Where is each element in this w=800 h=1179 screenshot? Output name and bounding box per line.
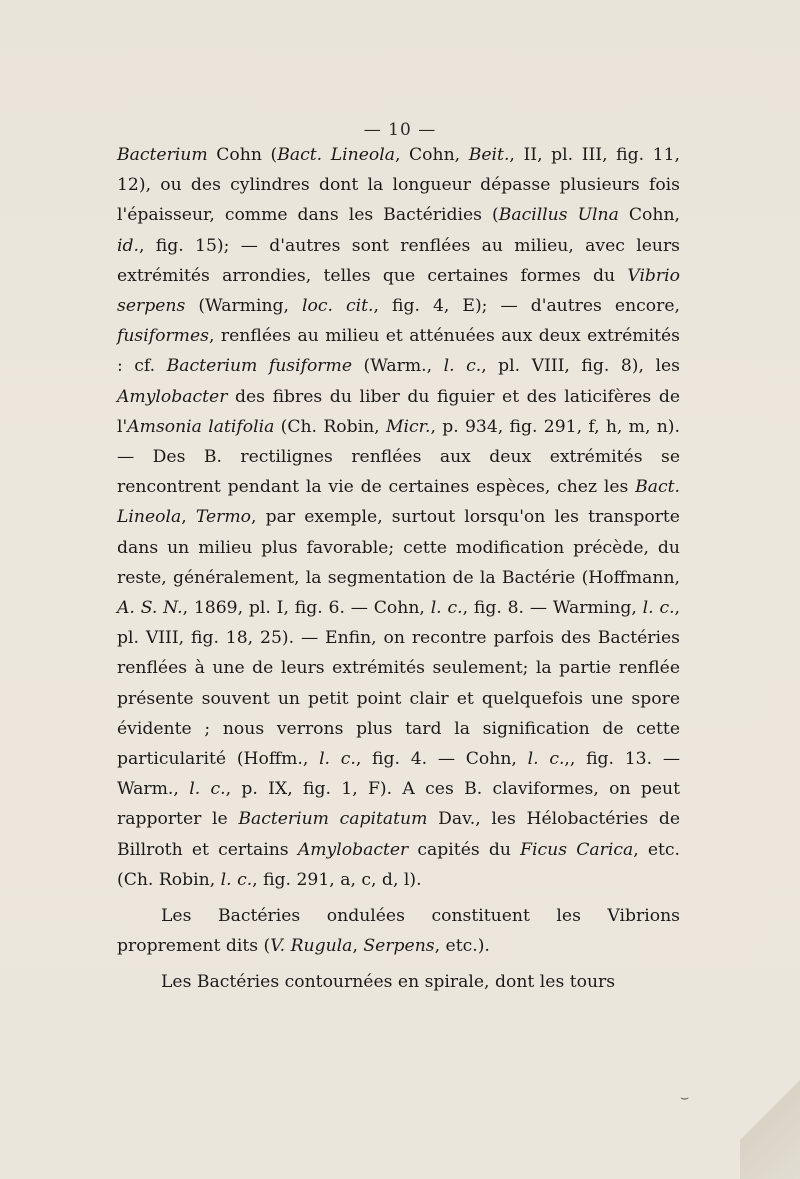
- text-run: Cohn (: [207, 145, 278, 165]
- text-run: (Warm.,: [352, 356, 444, 377]
- italic-text: Serpens: [363, 936, 435, 957]
- italic-text: V. Rugula: [270, 936, 353, 957]
- text-run: ,: [352, 936, 364, 957]
- italic-text: Vibrio serpens: [117, 265, 680, 317]
- text-run: , 1869, pl. I, fig. 6. — Cohn,: [182, 598, 431, 619]
- italic-text: Amylobacter: [117, 386, 228, 407]
- italic-text: loc. cit.: [302, 296, 374, 317]
- text-run: des fibres du liber du figuier et des laticifères de l': [117, 386, 680, 437]
- page-number: — 10 —: [363, 120, 437, 140]
- paragraph: [117, 901, 680, 961]
- text-run: , II, pl. III, fig. 11, 12), ou des cylindres dont la longueur dépasse plusieurs fois l'épaisseur, comme dans les Bactéridies (: [117, 145, 680, 226]
- italic-text: Bact. Lineola: [277, 145, 395, 165]
- italic-text: l. c.: [642, 598, 675, 619]
- italic-text: Bacillus Ulna: [498, 205, 619, 226]
- italic-text: l. c.: [189, 779, 226, 800]
- italic-text: Amsonia latifolia: [127, 416, 275, 437]
- text-run: (Ch. Robin,: [274, 416, 386, 437]
- text-run: (Warming,: [185, 296, 303, 317]
- italic-text: l. c.: [443, 356, 482, 377]
- italic-text: Beit.: [468, 145, 510, 165]
- text-run: ,, fig. 13. — Warm.,: [117, 749, 681, 800]
- text-run: , fig. 4. — Cohn,: [355, 749, 528, 770]
- italic-text: Termo: [195, 507, 252, 528]
- text-run: , fig. 291, a, c, d, l).: [252, 869, 422, 890]
- text-run: ,: [181, 507, 196, 528]
- text-run: , p. IX, fig. 1, F). A ces B. claviformes, on peut rapporter le: [117, 779, 681, 830]
- page-corner-fold: [740, 1039, 800, 1179]
- paragraph: [117, 140, 680, 895]
- text-run: , pl. VIII, fig. 8), les: [481, 356, 680, 377]
- italic-text: l. c.: [319, 749, 356, 770]
- italic-text: Bact. Lineola: [117, 477, 680, 528]
- text-run: , fig. 15); — d'autres sont renflées au milieu, avec leurs extrémités arrondies, telles que certaines formes du: [117, 235, 680, 286]
- text-run: capités du: [408, 839, 521, 860]
- text-run: Les Bactéries ondulées constituent les Vibrions proprement dits (: [117, 906, 680, 957]
- italic-text: Bacterium: [117, 145, 208, 165]
- italic-text: l. c.: [527, 749, 565, 770]
- italic-text: fusiformes: [117, 326, 209, 347]
- body-text: [117, 140, 680, 998]
- italic-text: l. c.: [430, 598, 463, 619]
- text-run: , etc. (Ch. Robin,: [117, 839, 681, 890]
- footer-mark: ⌣: [680, 1090, 690, 1106]
- italic-text: Bacterium fusiforme: [166, 356, 352, 377]
- text-run: , pl. VIII, fig. 18, 25). — Enfin, on recontre parfois des Bactéries renflées à une de leurs extrémités seulement; la partie renflée présente souvent un petit point clair et quelquefois une spore évidente ; nous verrons plus tard la signification de cette particularité (Hoffm.,: [117, 598, 681, 770]
- italic-text: l. c.: [220, 869, 253, 890]
- text-run: , renflées au milieu et atténuées aux deux extrémités : cf.: [117, 326, 680, 377]
- paragraph: [117, 967, 680, 997]
- italic-text: Micr.: [385, 416, 431, 437]
- italic-text: Ficus Carica: [520, 839, 634, 860]
- text-run: Les Bactéries contournées en spirale, dont les tours: [161, 972, 616, 993]
- text-run: , fig. 4, E); — d'autres encore,: [373, 296, 680, 317]
- italic-text: A. S. N.: [117, 598, 183, 619]
- text-run: , p. 934, fig. 291, f, h, m, n). — Des B. rectilignes renflées aux deux extrémités se rencontrent pendant la vie de certaines espèces, chez les: [117, 416, 680, 498]
- italic-text: id.: [117, 235, 139, 256]
- text-run: Dav., les Hélobactéries de Billroth et certains: [117, 809, 680, 860]
- italic-text: Amylobacter: [297, 839, 409, 860]
- text-run: , Cohn,: [394, 145, 469, 165]
- text-run: , etc.).: [434, 936, 490, 957]
- italic-text: Bacterium capitatum: [238, 809, 428, 830]
- text-run: Cohn,: [618, 205, 680, 226]
- text-run: , par exemple, surtout lorsqu'on les transporte dans un milieu plus favorable; cette modification précède, du reste, généralement, la segmentation de la Bactérie (Hoffmann,: [117, 507, 680, 588]
- text-run: , fig. 8. — Warming,: [462, 598, 643, 619]
